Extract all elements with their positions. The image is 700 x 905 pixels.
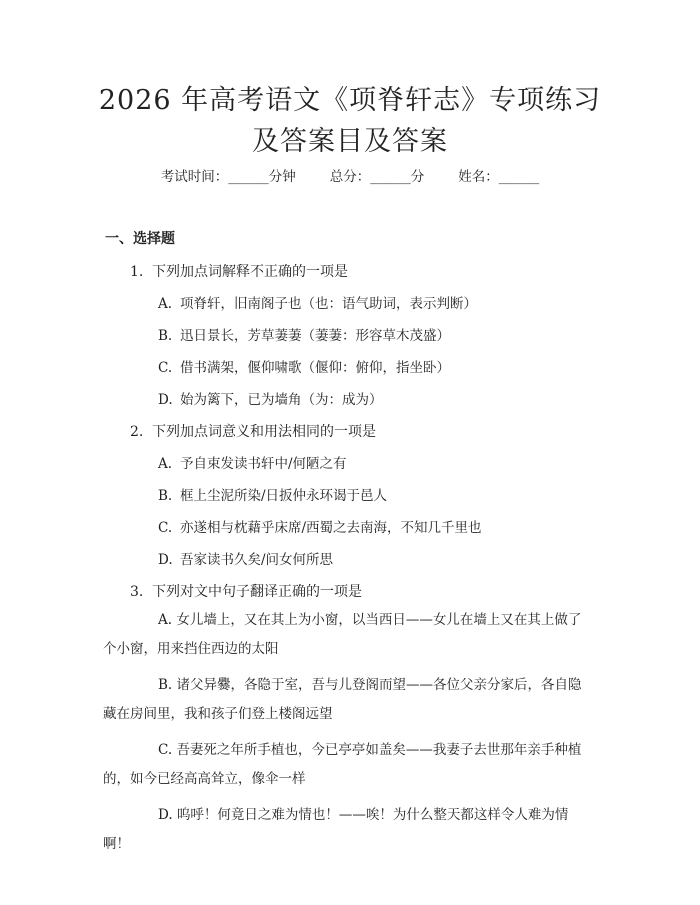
option-letter: D. xyxy=(158,552,173,568)
question-text: 下列加点词意义和用法相同的一项是 xyxy=(152,424,376,440)
option-letter: D. xyxy=(158,807,173,823)
time-blank: ______ xyxy=(228,169,269,185)
option-text: 诸父异爨，各隐于室，吾与儿登阁而望——各位父亲分家后，各自隐藏在房间里，我和孩子们登上楼阁远望 xyxy=(103,677,582,722)
question-number: 3. xyxy=(130,584,144,600)
option-letter: B. xyxy=(158,488,173,504)
option-text: 吾妻死之年所手植也，今已亭亭如盖矣——我妻子去世那年亲手种植的，如今已经高高耸立，像伞一样 xyxy=(103,742,582,787)
question-2 xyxy=(130,422,376,442)
option-3b xyxy=(103,671,593,729)
option-3d xyxy=(103,801,593,859)
option-text: 框上尘泥所染/日扳仲永环谒于邑人 xyxy=(180,488,388,504)
option-text: 项脊轩，旧南阁子也（也：语气助词，表示判断） xyxy=(180,296,477,312)
score-label: 总分： xyxy=(329,169,371,185)
option-letter: A. xyxy=(158,612,173,628)
option-text: 始为篱下，已为墙角（为：成为） xyxy=(180,392,383,408)
option-letter: C. xyxy=(158,742,173,758)
name-label: 姓名： xyxy=(458,169,499,185)
option-1b xyxy=(158,326,450,346)
score-unit: 分 xyxy=(410,169,425,185)
option-2b xyxy=(158,486,387,506)
document-title: 2026 年高考语文《项脊轩志》专项练习及答案目及答案 xyxy=(98,85,602,157)
option-letter: C. xyxy=(158,360,173,376)
option-text: 吾家读书久矣/问女何所思 xyxy=(180,552,334,568)
section-heading: 一、选择题 xyxy=(105,231,175,247)
option-text: 女儿墙上，又在其上为小窗，以当西日——女儿在墙上又在其上做了个小窗，用来挡住西边的太阳 xyxy=(103,612,582,657)
option-letter: C. xyxy=(158,520,173,536)
option-letter: B. xyxy=(158,677,173,693)
name-blank: ______ xyxy=(498,169,540,185)
option-letter: A. xyxy=(158,456,173,472)
option-text: 予自束发读书轩中/何陋之有 xyxy=(180,456,347,472)
option-3a xyxy=(103,606,593,664)
option-text: 迅日景长，芳草萋萋（萋萋：形容草木茂盛） xyxy=(180,328,450,344)
option-2a xyxy=(158,454,347,474)
option-text: 借书满架，偃仰啸歌（偃仰：俯仰，指坐卧） xyxy=(180,360,450,376)
option-text: 呜呼！何竟日之难为情也！——唉！为什么整天都这样令人难为情啊！ xyxy=(103,807,569,852)
option-text: 亦遂相与枕藉乎床席/西蜀之去南海，不知几千里也 xyxy=(180,520,482,536)
question-number: 2. xyxy=(130,424,144,440)
question-text: 下列对文中句子翻译正确的一项是 xyxy=(152,584,362,600)
time-label: 考试时间： xyxy=(160,169,229,185)
option-1d xyxy=(158,390,383,410)
time-unit: 分钟 xyxy=(268,169,296,185)
option-1a xyxy=(158,294,477,314)
option-2d xyxy=(158,550,333,570)
question-1 xyxy=(130,262,348,282)
option-letter: B. xyxy=(158,328,173,344)
score-blank: ______ xyxy=(370,169,411,185)
option-letter: A. xyxy=(158,296,173,312)
question-number: 1. xyxy=(130,264,144,280)
option-1c xyxy=(158,358,450,378)
option-letter: D. xyxy=(158,392,173,408)
question-text: 下列加点词解释不正确的一项是 xyxy=(152,264,348,280)
exam-info xyxy=(0,167,700,187)
option-3c xyxy=(103,736,593,794)
option-2c xyxy=(158,518,482,538)
question-3 xyxy=(130,582,362,602)
